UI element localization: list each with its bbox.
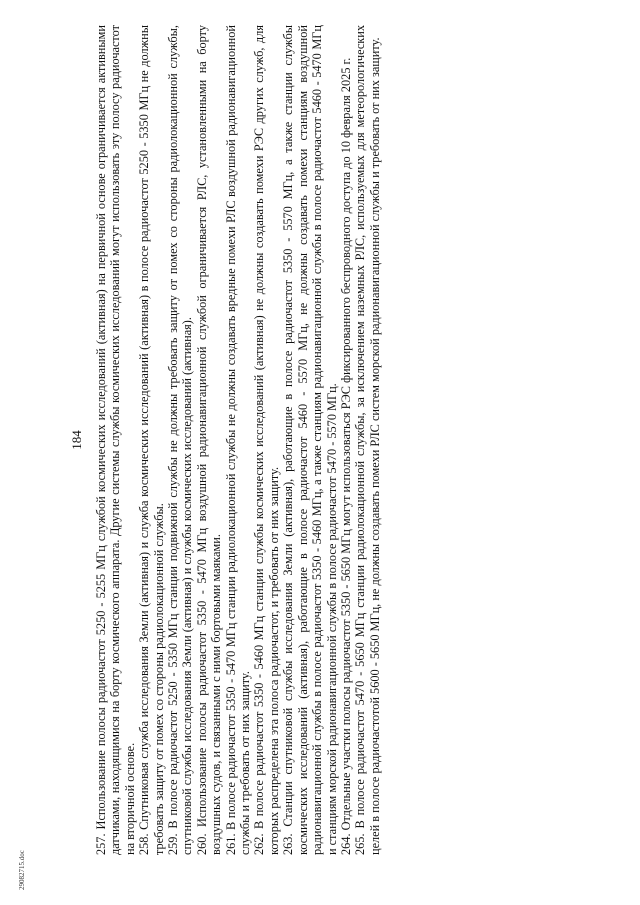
page-number: 184 — [69, 430, 84, 450]
paragraph-261: 261. В полосе радиочастот 5350 - 5470 МГц станции радиолокационной службы не должны создавать вредные помехи РЛС воздушной радионавигационной службы и требовать от них защиту. — [223, 25, 253, 855]
paragraph-263: 263. Станции спутниковой службы исследования Земли (активная), работающие в полосе радиочастот 5350 - 5570 МГц, а также станции службы космических исследований (активная), работающие в полосе радиочастот 5460 - 5570 МГц, не должны создавать помехи станциям воздушной радионавигационной службы в полосе радиочастот 5350 - 5460 МГц, а также станциям радионавигационной службы в полосе радиочастот 5460 - 5470 МГц и станциям морской радионавигационной службы в полосе радиочастот 5470 - 5570 МГц. — [281, 25, 339, 855]
footer-filename: 29082715.doc — [18, 850, 26, 890]
paragraph-265: 265. В полосе радиочастот 5470 - 5650 МГц станции радиолокационной службы, за исключением наземных РЛС, используемых для метеорологических целей в полосе радиочастотой 5600 - 5650 МГц, не должны создавать помехи РЛС систем морской радионавигационной службы и требовать от них защиту. — [353, 25, 382, 855]
paragraph-262: 262. В полосе радиочастот 5350 - 5460 МГц станции службы космических исследований (активная) не должны создавать помехи РЭС других служб, для которых распределена эта полоса радиочастот, и требовать от них защиту. — [252, 25, 281, 855]
paragraph-257: 257. Использование полосы радиочастот 5250 - 5255 МГц службой космических исследований (активная) на первичной основе ограничивается активными датчиками, находящимися на борту космического аппарата. Другие системы службы космических исследований могут использовать эту полосу радиочастот на вторичной основе. — [94, 25, 137, 855]
paragraph-259: 259. В полосе радиочастот 5250 - 5350 МГц станции подвижной службы не должны требовать защиту от помех со стороны радиолокационной службы, спутниковой службы исследования Земли (активная) и службы космических исследований (активная). — [166, 25, 195, 855]
paragraph-260: 260. Использование полосы радиочастот 5350 - 5470 МГц воздушной радионавигационной службой ограничивается РЛС, установленными на борту воздушных судов, и связанными с ними бортовыми маяками. — [194, 25, 224, 855]
paragraph-264: 264. Отдельные участки полосы радиочастот 5350 - 5650 МГц могут использоваться РЭС фиксированного беспроводного доступа до 10 февраля 2025 г. — [338, 57, 353, 855]
paragraph-258: 258. Спутниковая служба исследования Земли (активная) и служба космических исследований (активная) в полосе радиочастот 5250 - 5350 МГц не должны требовать защиту от помех со стороны радиолокационной службы. — [137, 25, 166, 855]
rotated-text-block — [70, 25, 555, 855]
